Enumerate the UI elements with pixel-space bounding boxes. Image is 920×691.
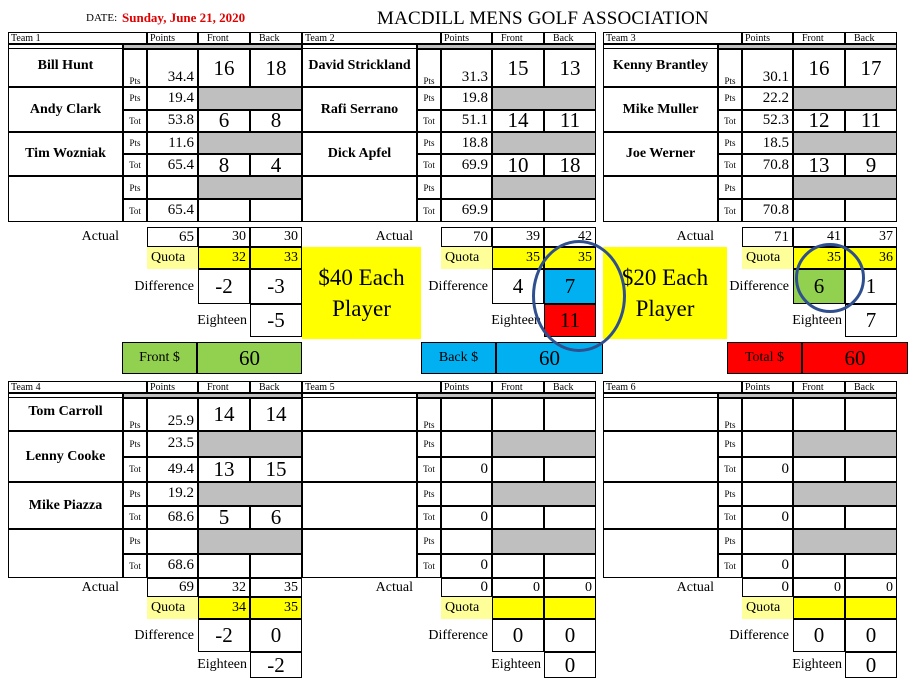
player-back: [544, 199, 596, 222]
running-total: 69.9: [441, 199, 492, 222]
player-back: 4: [250, 154, 302, 176]
quota-back: 36: [845, 247, 897, 269]
player-points: 22.2: [742, 87, 793, 110]
player-name: [302, 431, 417, 482]
player-name: Bill Hunt: [8, 44, 123, 87]
pts-label: Pts: [718, 482, 742, 506]
pts-label: Pts: [417, 132, 441, 154]
points-header: Points: [441, 32, 492, 44]
actual-back: 35: [250, 578, 302, 597]
player-points: [441, 431, 492, 457]
player-back: 18: [250, 49, 302, 87]
player-points: 18.8: [441, 132, 492, 154]
team-name: Team 4: [8, 381, 147, 393]
difference-front: 0: [793, 619, 845, 652]
player-points: 34.4: [147, 49, 198, 87]
pts-label: Pts: [417, 529, 441, 554]
player-points: [441, 398, 492, 431]
pts-label: Pts: [718, 529, 742, 554]
quota-front: [492, 597, 544, 619]
player-points: 23.5: [147, 431, 198, 457]
highlight-circle: [795, 243, 865, 313]
back-header: Back: [544, 381, 596, 393]
quota-label: Quota: [147, 597, 198, 619]
difference-back: -3: [250, 269, 302, 304]
player-front: [492, 398, 544, 431]
eighteen-label: Eighteen: [491, 657, 541, 672]
gray-strip: [492, 176, 596, 199]
player-front: [793, 506, 845, 530]
player-name: Mike Piazza: [8, 482, 123, 529]
running-total: 65.4: [147, 199, 198, 222]
player-front: [492, 199, 544, 222]
actual-back: 30: [250, 227, 302, 247]
difference-label: Difference: [134, 278, 194, 294]
player-back: [250, 554, 302, 579]
difference-back: 0: [250, 619, 302, 652]
player-points: 19.2: [147, 482, 198, 506]
difference-back: 1: [845, 269, 897, 304]
tot-label: Tot: [123, 506, 147, 530]
player-front: 15: [492, 49, 544, 87]
gray-strip: [492, 132, 596, 154]
tot-label: Tot: [417, 554, 441, 579]
player-back: [845, 554, 897, 579]
player-back: 15: [250, 457, 302, 483]
player-name: [603, 482, 718, 529]
running-total: 69.9: [441, 154, 492, 176]
player-points: 30.1: [742, 49, 793, 87]
tot-label: Tot: [417, 506, 441, 530]
actual-front: 41: [793, 227, 845, 247]
actual-total: 65: [147, 227, 198, 247]
difference-label: Difference: [428, 627, 488, 643]
player-back: [845, 398, 897, 431]
player-name: Rafi Serrano: [302, 87, 417, 132]
running-total: 68.6: [147, 554, 198, 579]
player-front: 13: [198, 457, 250, 483]
eighteen-label: Eighteen: [197, 312, 247, 328]
player-back: [544, 554, 596, 579]
team-name: Team 1: [8, 32, 147, 44]
player-front: 12: [793, 110, 845, 133]
player-front: 14: [492, 110, 544, 133]
actual-total: 71: [742, 227, 793, 247]
pts-label: Pts: [718, 87, 742, 110]
pts-label: Pts: [718, 176, 742, 199]
pts-label: Pts: [123, 49, 147, 87]
actual-back: 0: [544, 578, 596, 597]
quota-label: Quota: [441, 247, 492, 269]
player-front: [793, 457, 845, 483]
quota-front: 34: [198, 597, 250, 619]
player-points: 19.8: [441, 87, 492, 110]
date-label: DATE:: [86, 12, 118, 24]
points-header: Points: [147, 32, 198, 44]
gray-strip: [198, 529, 302, 554]
back-money-label: Back $: [421, 342, 496, 374]
total-money-label: Total $: [727, 342, 802, 374]
eighteen-total: 0: [845, 652, 897, 678]
quota-back: [544, 597, 596, 619]
player-name: [603, 431, 718, 482]
running-total: 53.8: [147, 110, 198, 133]
quota-label: Quota: [147, 247, 198, 269]
pts-label: Pts: [417, 176, 441, 199]
eighteen-total: 11: [544, 304, 596, 337]
quota-label: Quota: [742, 247, 793, 269]
eighteen-total: 7: [845, 304, 897, 337]
gray-strip: [793, 482, 897, 506]
quota-label: Quota: [742, 597, 793, 619]
gray-strip: [198, 176, 302, 199]
tot-label: Tot: [417, 457, 441, 483]
pts-label: Pts: [718, 49, 742, 87]
difference-label: Difference: [729, 627, 789, 643]
gray-strip: [492, 529, 596, 554]
front-header: Front: [492, 32, 544, 44]
player-name: Dick Apfel: [302, 132, 417, 176]
pts-label: Pts: [417, 49, 441, 87]
player-points: [441, 482, 492, 506]
difference-front: -2: [198, 269, 250, 304]
back-header: Back: [845, 381, 897, 393]
quota-back: 35: [544, 247, 596, 269]
team-name: Team 2: [302, 32, 441, 44]
player-name: [603, 393, 718, 431]
pts-label: Pts: [417, 398, 441, 431]
front-header: Front: [793, 32, 845, 44]
quota-back: [845, 597, 897, 619]
running-total: 51.1: [441, 110, 492, 133]
player-back: [250, 199, 302, 222]
eighteen-total: 0: [544, 652, 596, 678]
running-total: 52.3: [742, 110, 793, 133]
team-name: Team 3: [603, 32, 742, 44]
player-back: [544, 457, 596, 483]
points-header: Points: [742, 32, 793, 44]
actual-back: 42: [544, 227, 596, 247]
front-money-label: Front $: [122, 342, 197, 374]
tot-label: Tot: [123, 457, 147, 483]
tot-label: Tot: [417, 110, 441, 133]
player-back: 17: [845, 49, 897, 87]
player-name: Joe Werner: [603, 132, 718, 176]
gray-strip: [492, 87, 596, 110]
player-front: [492, 457, 544, 483]
difference-front: 0: [492, 619, 544, 652]
running-total: 68.6: [147, 506, 198, 530]
tot-label: Tot: [123, 554, 147, 579]
gray-strip: [492, 431, 596, 457]
player-name: David Strickland: [302, 44, 417, 87]
total-money-value: 60: [802, 342, 908, 374]
difference-front: 4: [492, 269, 544, 304]
pts-label: Pts: [123, 132, 147, 154]
quota-back: 33: [250, 247, 302, 269]
page-title: MACDILL MENS GOLF ASSOCIATION: [377, 8, 709, 29]
quota-front: [793, 597, 845, 619]
tot-label: Tot: [417, 154, 441, 176]
actual-label: Actual: [81, 229, 119, 244]
player-back: [845, 506, 897, 530]
player-back: 11: [544, 110, 596, 133]
quota-front: 35: [793, 247, 845, 269]
player-front: 16: [198, 49, 250, 87]
player-back: 11: [845, 110, 897, 133]
back-header: Back: [250, 32, 302, 44]
pts-label: Pts: [417, 431, 441, 457]
player-front: 13: [793, 154, 845, 176]
player-front: [198, 554, 250, 579]
player-back: 6: [250, 506, 302, 530]
tot-label: Tot: [718, 199, 742, 222]
pts-label: Pts: [417, 87, 441, 110]
gray-strip: [793, 529, 897, 554]
prize-banner-each-20: $20 Each Player: [603, 247, 727, 339]
player-name: Andy Clark: [8, 87, 123, 132]
player-points: 31.3: [441, 49, 492, 87]
points-header: Points: [147, 381, 198, 393]
player-front: [793, 199, 845, 222]
pts-label: Pts: [123, 87, 147, 110]
running-total: 65.4: [147, 154, 198, 176]
actual-back: 37: [845, 227, 897, 247]
front-money-value: 60: [197, 342, 302, 374]
quota-front: 35: [492, 247, 544, 269]
pts-label: Pts: [123, 431, 147, 457]
tot-label: Tot: [718, 110, 742, 133]
actual-label: Actual: [375, 579, 413, 595]
running-total: 0: [441, 506, 492, 530]
player-points: [742, 529, 793, 554]
tot-label: Tot: [123, 110, 147, 133]
running-total: 70.8: [742, 199, 793, 222]
back-header: Back: [250, 381, 302, 393]
player-points: [742, 431, 793, 457]
eighteen-label: Eighteen: [792, 657, 842, 672]
player-back: [845, 457, 897, 483]
event-date: Sunday, June 21, 2020: [122, 10, 246, 25]
player-points: 25.9: [147, 398, 198, 431]
player-points: [441, 176, 492, 199]
player-back: 14: [250, 398, 302, 431]
player-points: [742, 398, 793, 431]
player-front: 6: [198, 110, 250, 133]
gray-strip: [793, 87, 897, 110]
actual-front: 0: [793, 578, 845, 597]
tot-label: Tot: [718, 457, 742, 483]
player-points: 18.5: [742, 132, 793, 154]
actual-label: Actual: [81, 579, 119, 595]
tot-label: Tot: [123, 154, 147, 176]
tot-label: Tot: [718, 154, 742, 176]
running-total: 0: [441, 554, 492, 579]
player-front: [793, 554, 845, 579]
difference-label: Difference: [428, 278, 488, 294]
actual-label: Actual: [676, 229, 714, 244]
pts-label: Pts: [123, 176, 147, 199]
player-name: Lenny Cooke: [8, 431, 123, 482]
player-points: [147, 529, 198, 554]
running-total: 0: [441, 457, 492, 483]
difference-back: 0: [544, 619, 596, 652]
gray-strip: [793, 431, 897, 457]
player-name: [302, 529, 417, 578]
front-header: Front: [492, 381, 544, 393]
pts-label: Pts: [417, 482, 441, 506]
player-back: 8: [250, 110, 302, 133]
running-total: 0: [742, 554, 793, 579]
player-name: [302, 176, 417, 222]
difference-back: 0: [845, 619, 897, 652]
actual-front: 39: [492, 227, 544, 247]
player-name: [603, 529, 718, 578]
player-front: [793, 398, 845, 431]
running-total: 0: [742, 457, 793, 483]
difference-front: -2: [198, 619, 250, 652]
player-front: [492, 554, 544, 579]
player-front: [198, 199, 250, 222]
running-total: 49.4: [147, 457, 198, 483]
gray-strip: [793, 132, 897, 154]
player-name: [8, 529, 123, 578]
gray-strip: [492, 482, 596, 506]
eighteen-total: -2: [250, 652, 302, 678]
player-front: 8: [198, 154, 250, 176]
player-back: [544, 398, 596, 431]
eighteen-label: Eighteen: [197, 657, 247, 672]
actual-front: 30: [198, 227, 250, 247]
actual-total: 69: [147, 578, 198, 597]
pts-label: Pts: [123, 482, 147, 506]
gray-strip: [198, 87, 302, 110]
actual-total: 0: [742, 578, 793, 597]
tot-label: Tot: [718, 554, 742, 579]
player-front: 5: [198, 506, 250, 530]
back-header: Back: [544, 32, 596, 44]
actual-total: 0: [441, 578, 492, 597]
gray-strip: [198, 431, 302, 457]
highlight-circle: [532, 240, 626, 352]
prize-banner-each-40: $40 Each Player: [302, 247, 421, 339]
back-header: Back: [845, 32, 897, 44]
actual-front: 32: [198, 578, 250, 597]
eighteen-label: Eighteen: [792, 312, 842, 328]
actual-back: 0: [845, 578, 897, 597]
tot-label: Tot: [123, 199, 147, 222]
player-name: Mike Muller: [603, 87, 718, 132]
team-name: Team 6: [603, 381, 742, 393]
team-name: Team 5: [302, 381, 441, 393]
running-total: 0: [742, 506, 793, 530]
player-name: [603, 176, 718, 222]
running-total: 70.8: [742, 154, 793, 176]
pts-label: Pts: [123, 398, 147, 431]
difference-front: 6: [793, 269, 845, 304]
actual-total: 70: [441, 227, 492, 247]
gray-strip: [793, 176, 897, 199]
difference-back: 7: [544, 269, 596, 304]
player-points: 19.4: [147, 87, 198, 110]
eighteen-label: Eighteen: [491, 312, 541, 328]
difference-label: Difference: [729, 278, 789, 294]
actual-front: 0: [492, 578, 544, 597]
player-name: [302, 482, 417, 529]
points-header: Points: [441, 381, 492, 393]
player-points: [742, 482, 793, 506]
player-front: 16: [793, 49, 845, 87]
quota-back: 35: [250, 597, 302, 619]
player-name: Kenny Brantley: [603, 44, 718, 87]
points-header: Points: [742, 381, 793, 393]
player-back: 18: [544, 154, 596, 176]
front-header: Front: [198, 381, 250, 393]
tot-label: Tot: [417, 199, 441, 222]
player-points: [147, 176, 198, 199]
eighteen-total: -5: [250, 304, 302, 337]
front-header: Front: [198, 32, 250, 44]
tot-label: Tot: [718, 506, 742, 530]
back-money-value: 60: [496, 342, 603, 374]
pts-label: Pts: [718, 398, 742, 431]
player-points: [441, 529, 492, 554]
gray-strip: [198, 482, 302, 506]
gray-strip: [198, 132, 302, 154]
player-front: [492, 506, 544, 530]
front-header: Front: [793, 381, 845, 393]
player-name: [8, 176, 123, 222]
player-back: 9: [845, 154, 897, 176]
player-back: 13: [544, 49, 596, 87]
player-front: 14: [198, 398, 250, 431]
actual-label: Actual: [676, 579, 714, 595]
player-back: [845, 199, 897, 222]
player-name: [302, 393, 417, 431]
player-name: Tom Carroll: [8, 393, 123, 431]
pts-label: Pts: [718, 132, 742, 154]
pts-label: Pts: [123, 529, 147, 554]
actual-label: Actual: [375, 229, 413, 244]
quota-label: Quota: [441, 597, 492, 619]
player-points: 11.6: [147, 132, 198, 154]
player-back: [544, 506, 596, 530]
difference-label: Difference: [134, 627, 194, 643]
player-points: [742, 176, 793, 199]
pts-label: Pts: [718, 431, 742, 457]
player-name: Tim Wozniak: [8, 132, 123, 176]
player-front: 10: [492, 154, 544, 176]
quota-front: 32: [198, 247, 250, 269]
